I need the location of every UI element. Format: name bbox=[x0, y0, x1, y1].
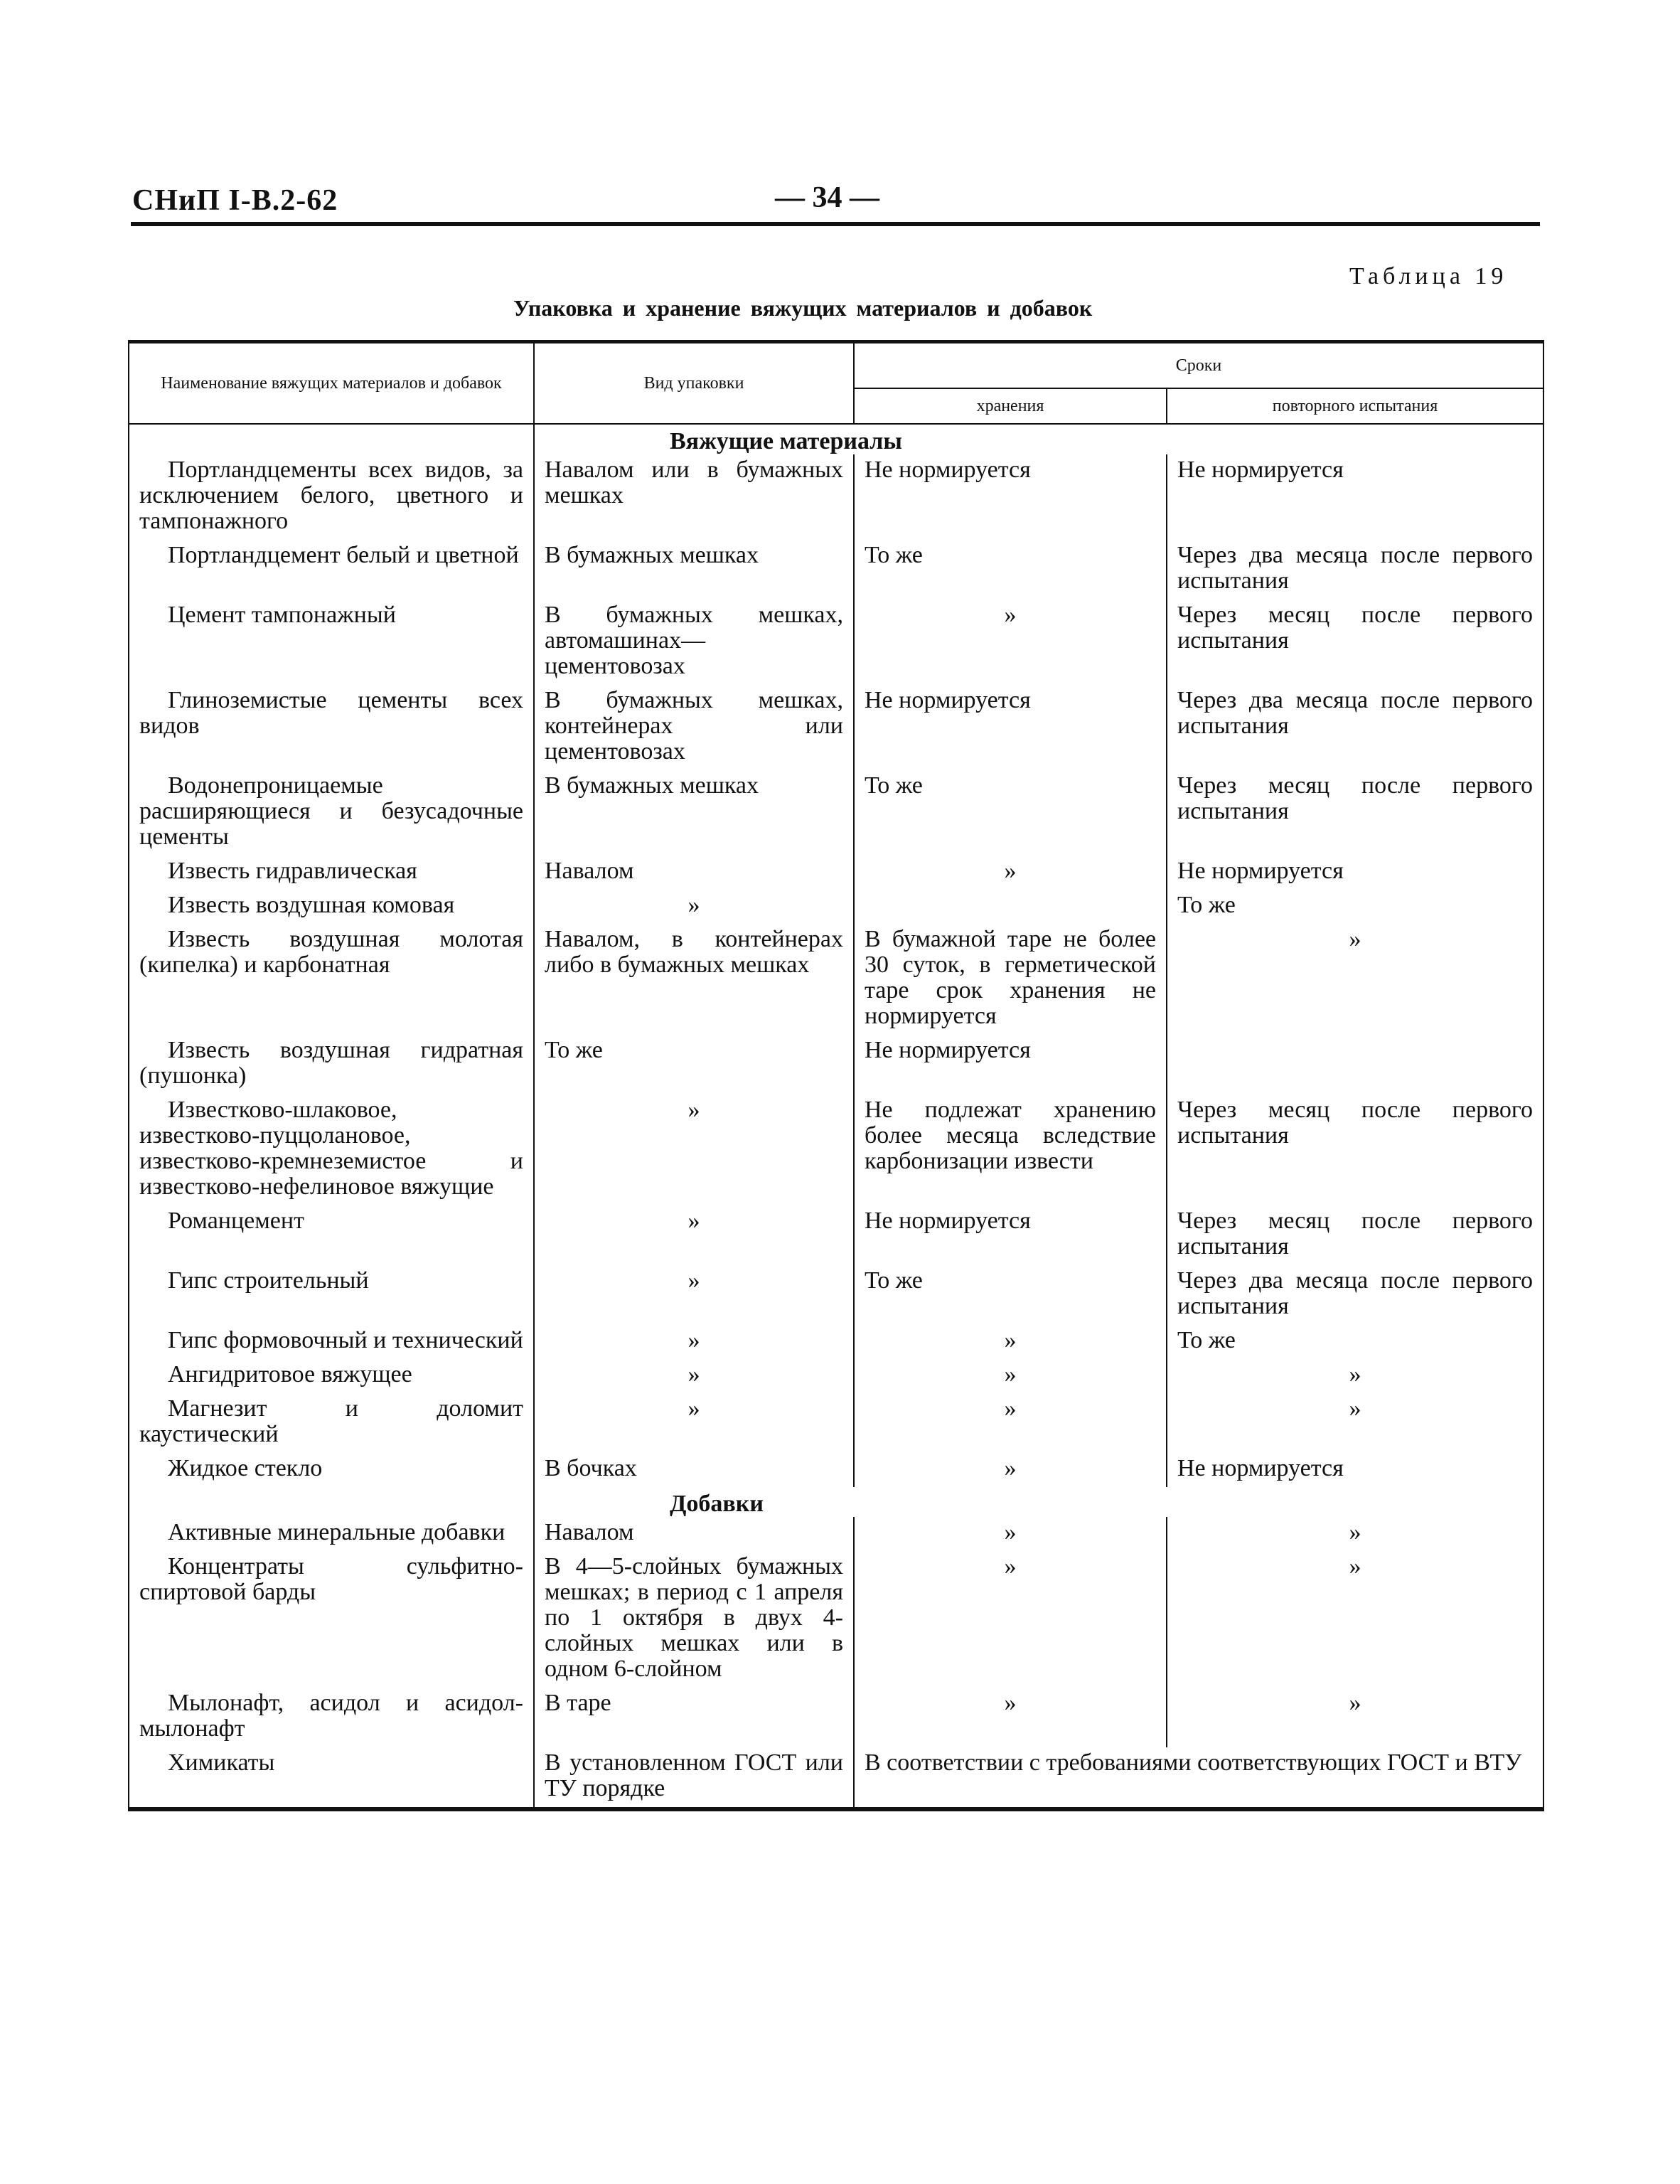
retest-term: Через месяц после первого испытания bbox=[1167, 1094, 1543, 1205]
package-type: » bbox=[534, 1359, 854, 1393]
package-type: Навалом bbox=[534, 1517, 854, 1551]
storage-term: Не подлежат хранению более месяца вследствие карбонизации извести bbox=[854, 1094, 1167, 1205]
retest-term: То же bbox=[1167, 890, 1543, 924]
retest-term: Через месяц после первого испытания bbox=[1167, 1205, 1543, 1265]
retest-term: То же bbox=[1167, 1325, 1543, 1359]
retest-term: Не нормируется bbox=[1167, 856, 1543, 890]
material-name: Романцемент bbox=[129, 1205, 534, 1265]
storage-term: То же bbox=[854, 540, 1167, 600]
material-name: Известь воздушная комовая bbox=[129, 890, 534, 924]
retest-term: » bbox=[1167, 1393, 1543, 1453]
retest-term: Через месяц после первого испытания bbox=[1167, 600, 1543, 685]
section-spacer bbox=[129, 424, 534, 454]
retest-term: » bbox=[1167, 1551, 1543, 1688]
col-header-retest: повторного испытания bbox=[1167, 388, 1543, 424]
section-row bbox=[129, 1487, 1543, 1517]
table-row bbox=[129, 1094, 1543, 1205]
table-row bbox=[129, 890, 1543, 924]
table-row bbox=[129, 1325, 1543, 1359]
storage-term: » bbox=[854, 600, 1167, 685]
table-row bbox=[129, 1551, 1543, 1688]
storage-table bbox=[128, 340, 1544, 1811]
package-type: » bbox=[534, 1325, 854, 1359]
table-row bbox=[129, 1265, 1543, 1325]
storage-term: То же bbox=[854, 1265, 1167, 1325]
table-body bbox=[129, 424, 1543, 1809]
storage-term: То же bbox=[854, 770, 1167, 856]
retest-term: Через два месяца после первого испытания bbox=[1167, 1265, 1543, 1325]
storage-term: Не нормируется bbox=[854, 685, 1167, 770]
table-row bbox=[129, 600, 1543, 685]
package-type: В таре bbox=[534, 1688, 854, 1747]
storage-term bbox=[854, 890, 1167, 924]
package-type: В бумажных мешках bbox=[534, 770, 854, 856]
package-type: » bbox=[534, 890, 854, 924]
material-name: Гипс строительный bbox=[129, 1265, 534, 1325]
storage-term: Не нормируется bbox=[854, 1205, 1167, 1265]
storage-term: Не нормируется bbox=[854, 1035, 1167, 1094]
package-type: В 4—5-слойных бумажных мешках; в период с 1 апреля по 1 октября в двух 4-слойных мешках или в одном 6-слойном bbox=[534, 1551, 854, 1688]
material-name: Химикаты bbox=[129, 1747, 534, 1809]
material-name: Известь воздушная молотая (кипелка) и карбонатная bbox=[129, 924, 534, 1035]
material-name: Известково-шлаковое, известково-пуццолановое, известково-кремнеземистое и известково-нефелиновое вяжущие bbox=[129, 1094, 534, 1205]
storage-retest-term: В соответствии с требованиями соответствующих ГОСТ и ВТУ bbox=[854, 1747, 1543, 1809]
storage-term: Не нормируется bbox=[854, 454, 1167, 540]
storage-term: » bbox=[854, 1325, 1167, 1359]
col-header-package: Вид упаковки bbox=[534, 342, 854, 425]
material-name: Цемент тампонажный bbox=[129, 600, 534, 685]
table-row bbox=[129, 770, 1543, 856]
table-row bbox=[129, 1517, 1543, 1551]
material-name: Портландцементы всех видов, за исключением белого, цветного и тампонажного bbox=[129, 454, 534, 540]
package-type: Навалом или в бумажных мешках bbox=[534, 454, 854, 540]
material-name: Гипс формовочный и технический bbox=[129, 1325, 534, 1359]
package-type: » bbox=[534, 1265, 854, 1325]
header-rule bbox=[131, 222, 1540, 226]
document-code: СНиП I-В.2-62 bbox=[132, 184, 338, 217]
table-row bbox=[129, 1453, 1543, 1487]
storage-term: » bbox=[854, 1393, 1167, 1453]
retest-term: » bbox=[1167, 1517, 1543, 1551]
material-name: Портландцемент белый и цветной bbox=[129, 540, 534, 600]
col-header-storage: хранения bbox=[854, 388, 1167, 424]
material-name: Известь воздушная гидратная (пушонка) bbox=[129, 1035, 534, 1094]
table-title: Упаковка и хранение вяжущих материалов и добавок bbox=[513, 295, 1093, 321]
table-row bbox=[129, 1205, 1543, 1265]
storage-term: » bbox=[854, 1688, 1167, 1747]
retest-term: Не нормируется bbox=[1167, 454, 1543, 540]
material-name: Активные минеральные добавки bbox=[129, 1517, 534, 1551]
package-type: » bbox=[534, 1094, 854, 1205]
package-type: » bbox=[534, 1393, 854, 1453]
table-row bbox=[129, 454, 1543, 540]
material-name: Водонепроницаемые расширяющиеся и безусадочные цементы bbox=[129, 770, 534, 856]
storage-term: » bbox=[854, 1517, 1167, 1551]
retest-term bbox=[1167, 1035, 1543, 1094]
retest-term: Через два месяца после первого испытания bbox=[1167, 685, 1543, 770]
retest-term: Не нормируется bbox=[1167, 1453, 1543, 1487]
package-type: В установленном ГОСТ или ТУ порядке bbox=[534, 1747, 854, 1809]
table-row bbox=[129, 1035, 1543, 1094]
section-title: Добавки bbox=[534, 1487, 1543, 1517]
package-type: То же bbox=[534, 1035, 854, 1094]
table-row bbox=[129, 1688, 1543, 1747]
package-type: » bbox=[534, 1205, 854, 1265]
table-row bbox=[129, 924, 1543, 1035]
material-name: Известь гидравлическая bbox=[129, 856, 534, 890]
package-type: Навалом, в контейнерах либо в бумажных мешках bbox=[534, 924, 854, 1035]
material-name: Ангидритовое вяжущее bbox=[129, 1359, 534, 1393]
page-number: — 34 — bbox=[775, 181, 879, 214]
material-name: Мылонафт, асидол и асидол-мылонафт bbox=[129, 1688, 534, 1747]
col-header-name: Наименование вяжущих материалов и добавок bbox=[129, 342, 534, 425]
table-row bbox=[129, 685, 1543, 770]
storage-term: » bbox=[854, 1453, 1167, 1487]
table-label: Таблица 19 bbox=[1349, 263, 1508, 289]
table-row bbox=[129, 540, 1543, 600]
retest-term: » bbox=[1167, 1359, 1543, 1393]
material-name: Концентраты сульфитно-спиртовой барды bbox=[129, 1551, 534, 1688]
retest-term: Через месяц после первого испытания bbox=[1167, 770, 1543, 856]
package-type: В бумажных мешках bbox=[534, 540, 854, 600]
section-title: Вяжущие материалы bbox=[534, 424, 1543, 454]
col-header-terms: Сроки bbox=[854, 342, 1543, 389]
table-row bbox=[129, 1747, 1543, 1809]
storage-term: В бумажной таре не более 30 суток, в герметической таре срок хранения не нормируется bbox=[854, 924, 1167, 1035]
retest-term: » bbox=[1167, 924, 1543, 1035]
table-row bbox=[129, 1393, 1543, 1453]
table-row bbox=[129, 856, 1543, 890]
package-type: Навалом bbox=[534, 856, 854, 890]
material-name: Магнезит и доломит каустический bbox=[129, 1393, 534, 1453]
material-name: Жидкое стекло bbox=[129, 1453, 534, 1487]
storage-term: » bbox=[854, 1551, 1167, 1688]
table-row bbox=[129, 1359, 1543, 1393]
section-row bbox=[129, 424, 1543, 454]
section-spacer bbox=[129, 1487, 534, 1517]
material-name: Глиноземистые цементы всех видов bbox=[129, 685, 534, 770]
package-type: В бумажных мешках, контейнерах или цементовозах bbox=[534, 685, 854, 770]
storage-term: » bbox=[854, 856, 1167, 890]
retest-term: Через два месяца после первого испытания bbox=[1167, 540, 1543, 600]
retest-term: » bbox=[1167, 1688, 1543, 1747]
package-type: В бумажных мешках, автомашинах—цементовозах bbox=[534, 600, 854, 685]
storage-term: » bbox=[854, 1359, 1167, 1393]
package-type: В бочках bbox=[534, 1453, 854, 1487]
